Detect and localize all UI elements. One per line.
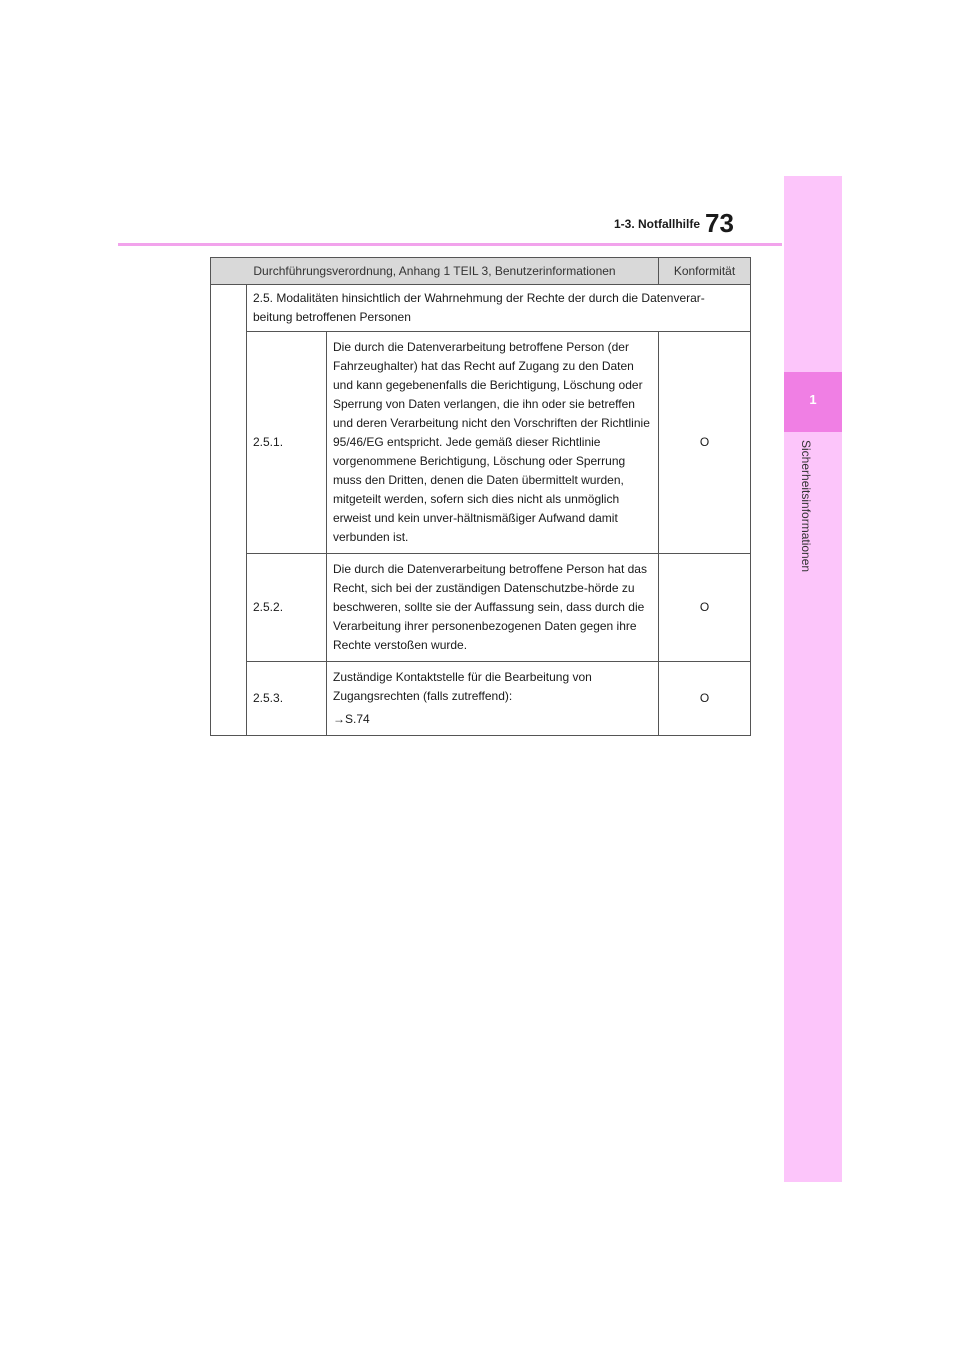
row-conformity: O	[659, 332, 751, 554]
table-row	[211, 554, 751, 662]
section-heading: 2.5. Modalitäten hinsichtlich der Wahrnehmung der Rechte der durch die Datenverar-beitung betroffenen Personen	[247, 285, 751, 332]
page-number: 73	[705, 208, 734, 238]
row-number: 2.5.1.	[247, 332, 327, 554]
regulation-table	[210, 257, 751, 736]
row-text-cell	[327, 662, 659, 736]
column-header-conformity: Konformität	[659, 258, 751, 285]
column-header-regulation: Durchführungsverordnung, Anhang 1 TEIL 3, Benutzerinformationen	[211, 258, 659, 285]
table-row	[211, 662, 751, 736]
row-number: 2.5.2.	[247, 554, 327, 662]
row-text: Die durch die Datenverarbeitung betroffene Person (der Fahrzeughalter) hat das Recht auf Zugang zu den Daten und kann gegebenenfalls die Berichtigung, Löschung oder Sperrung von Daten verlangen, die ihn oder sie betreffen und deren Verarbeitung nicht den Vorschriften der Richtlinie 95/46/EG entspricht. Jede gemäß dieser Richtlinie vorgenommene Berichtigung, Löschung oder Sperrung muss den Dritten, denen die Daten übermittelt wurden, mitgeteilt werden, sofern sich dies nicht als unmöglich erweist und kein unver-hältnismäßiger Aufwand damit verbunden ist.	[327, 332, 659, 554]
chapter-number: 1	[809, 392, 817, 407]
row-text: Zuständige Kontaktstelle für die Bearbeitung von Zugangsrechten (falls zutreffend):	[333, 670, 592, 703]
row-text: Die durch die Datenverarbeitung betroffene Person hat das Recht, sich bei der zuständigen Datenschutzbe-hörde zu beschweren, sollte sie der Auffassung sein, dass durch die Verarbeitung ihrer personenbezogenen Daten gegen ihre Rechte verstoßen wurde.	[327, 554, 659, 662]
table-row	[211, 285, 751, 332]
header-divider	[118, 243, 782, 246]
indent-cell	[211, 285, 247, 736]
table-row	[211, 332, 751, 554]
chapter-side-tab	[784, 176, 842, 1182]
row-conformity: O	[659, 662, 751, 736]
page-reference-link[interactable]: →S.74	[333, 712, 370, 726]
chapter-label: Sicherheitsinformationen	[799, 440, 813, 573]
section-title: 1-3. Notfallhilfe	[613, 217, 700, 231]
row-number: 2.5.3.	[247, 662, 327, 736]
table-header-row	[211, 258, 751, 285]
row-conformity: O	[659, 554, 751, 662]
